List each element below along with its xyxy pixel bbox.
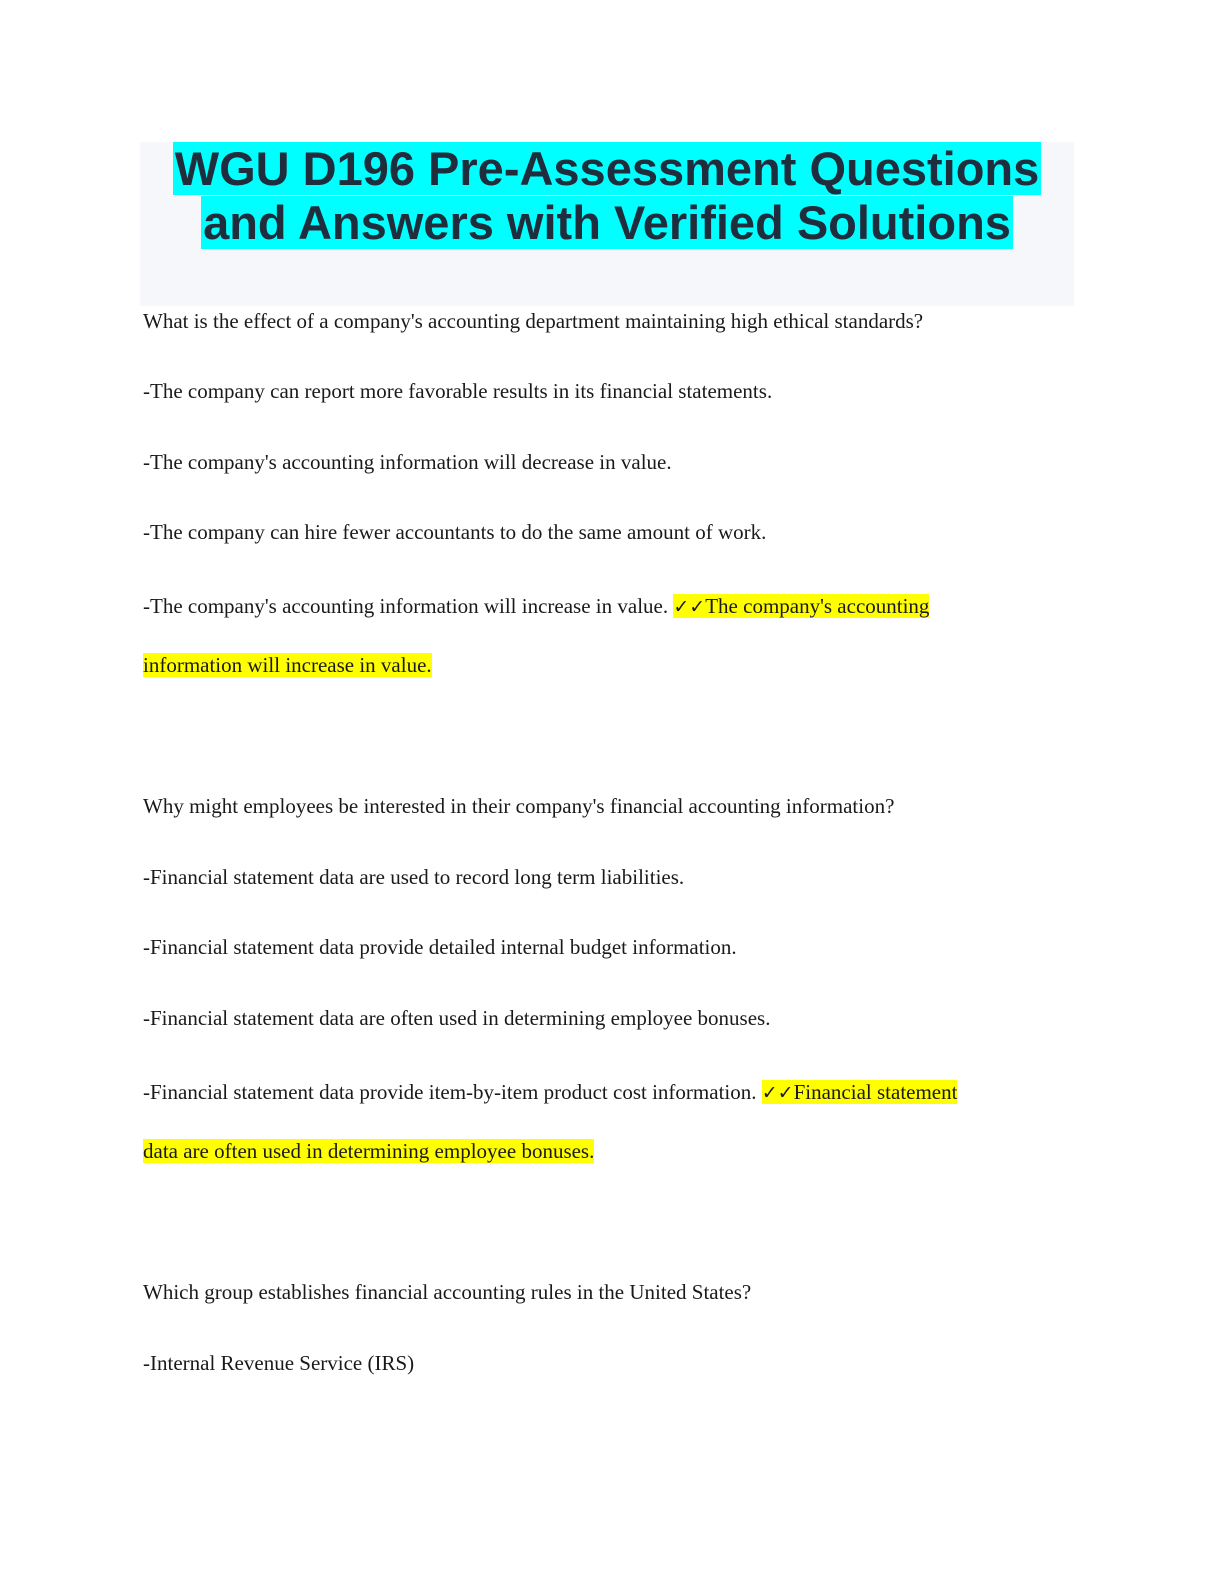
question-1-answer-line-2 xyxy=(143,652,432,678)
checkmark-icon: ✓✓ xyxy=(673,596,706,618)
question-2-option-2: -Financial statement data provide detailed internal budget information. xyxy=(143,935,737,959)
title-line-2: and Answers with Verified Solutions xyxy=(203,196,1011,249)
question-2-answer-part-1: Financial statement xyxy=(793,1080,958,1104)
question-3-text: Which group establishes financial accounting rules in the United States? xyxy=(143,1280,752,1304)
question-2-option-4: -Financial statement data provide item-by-item product cost information. xyxy=(143,1080,757,1104)
question-2-text: Why might employees be interested in their company's financial accounting information? xyxy=(143,794,895,818)
document-title xyxy=(140,142,1074,250)
question-2-answer-highlight xyxy=(762,1080,958,1104)
question-1-option-1: -The company can report more favorable results in its financial statements. xyxy=(143,379,773,403)
title-block xyxy=(140,142,1074,306)
question-3-option-1: -Internal Revenue Service (IRS) xyxy=(143,1351,415,1375)
question-2-option-3: -Financial statement data are often used in determining employee bonuses. xyxy=(143,1006,771,1030)
question-1-option-3: -The company can hire fewer accountants to do the same amount of work. xyxy=(143,520,767,544)
checkmark-icon: ✓✓ xyxy=(761,1082,794,1104)
question-1-answer-highlight xyxy=(673,594,929,618)
question-2-option-4-line xyxy=(143,1079,957,1106)
question-1-option-4: -The company's accounting information will increase in value. xyxy=(143,594,669,618)
title-line-1: WGU D196 Pre-Assessment Questions xyxy=(174,142,1040,195)
question-2-answer-line-2 xyxy=(143,1138,594,1164)
question-1-text: What is the effect of a company's accounting department maintaining high ethical standards? xyxy=(143,309,924,333)
question-1-option-4-line xyxy=(143,593,929,620)
question-2-option-1: -Financial statement data are used to record long term liabilities. xyxy=(143,865,685,889)
question-1-answer-part-2: information will increase in value. xyxy=(143,653,432,677)
question-1-option-2: -The company's accounting information will decrease in value. xyxy=(143,450,672,474)
question-2-answer-part-2: data are often used in determining employee bonuses. xyxy=(143,1139,595,1163)
question-1-answer-part-1: The company's accounting xyxy=(705,594,930,618)
